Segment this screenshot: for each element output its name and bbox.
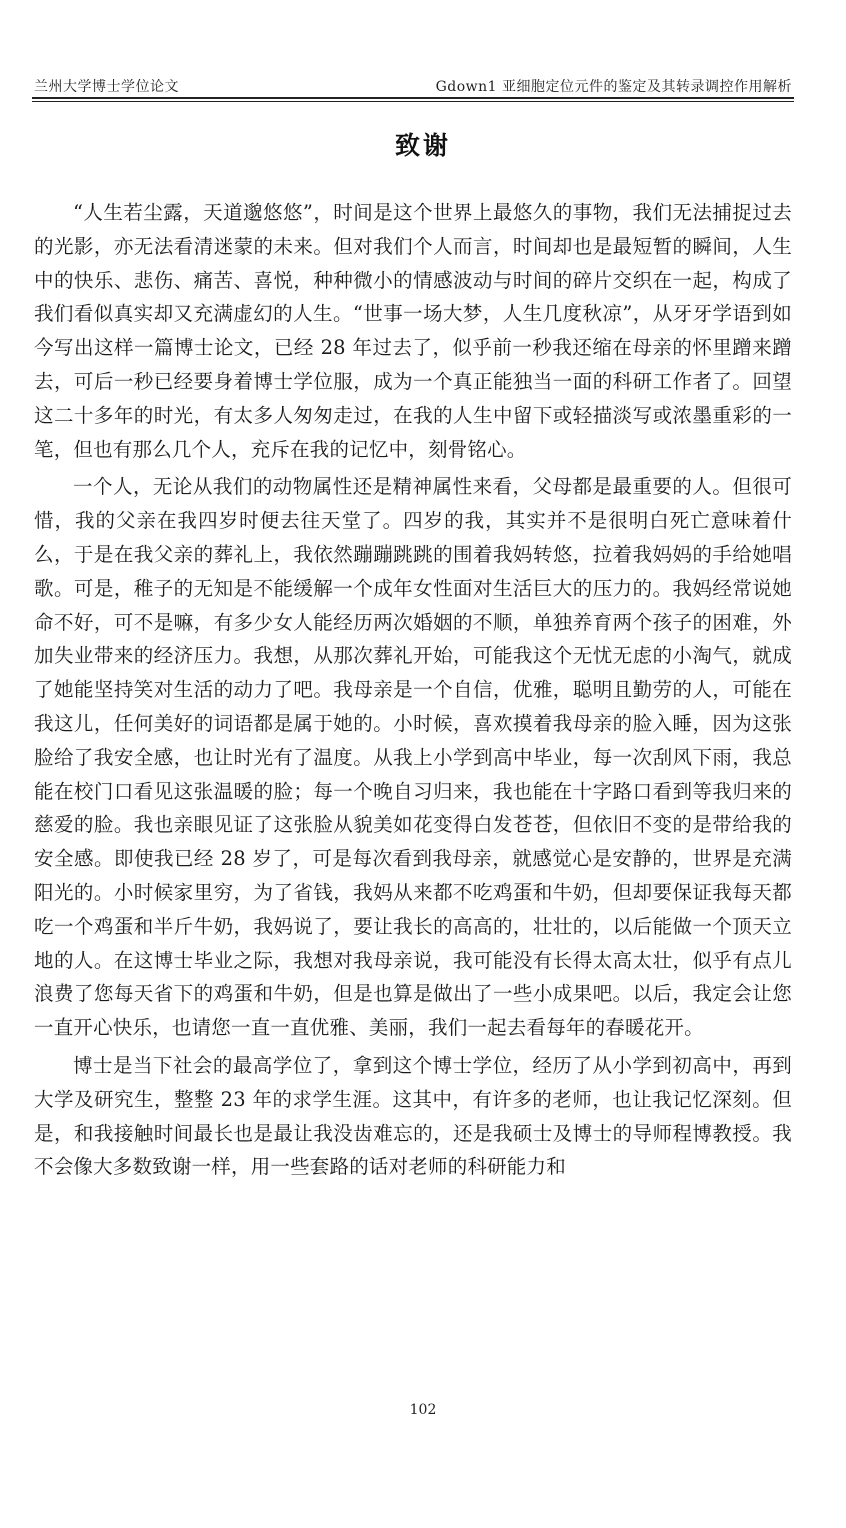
paragraph-1: “人生若尘露，天道邈悠悠”，时间是这个世界上最悠久的事物，我们无法捕捉过去的光影，亦无法看清迷蒙的未来。但对我们个人而言，时间却也是最短暂的瞬间，人生中的快乐、悲伤、痛苦、喜悦，种种微小的情感波动与时间的碎片交织在一起，构成了我们看似真实却又充满虚幻的人生。“世事一场大梦，人生几度秋凉”，从牙牙学语到如今写出这样一篇博士论文，已经 28 年过去了，似乎前一秒我还缩在母亲的怀里蹭来蹭去，可后一秒已经要身着博士学位服，成为一个真正能独当一面的科研工作者了。回望这二十多年的时光，有太多人匆匆走过，在我的人生中留下或轻描淡写或浓墨重彩的一笔，但也有那么几个人，充斥在我的记忆中，刻骨铭心。	[34, 201, 792, 461]
header-university-label: 兰州大学博士学位论文	[34, 79, 179, 95]
paragraph-2: 一个人，无论从我们的动物属性还是精神属性来看，父母都是最重要的人。但很可惜，我的父亲在我四岁时便去往天堂了。四岁的我，其实并不是很明白死亡意味着什么，于是在我父亲的葬礼上，我依然蹦蹦跳跳的围着我妈转悠，拉着我妈妈的手给她唱歌。可是，稚子的无知是不能缓解一个成年女性面对生活巨大的压力的。我妈经常说她命不好，可不是嘛，有多少女人能经历两次婚姻的不顺，单独养育两个孩子的困难，外加失业带来的经济压力。我想，从那次葬礼开始，可能我这个无忧无虑的小淘气，就成了她能坚持笑对生活的动力了吧。我母亲是一个自信，优雅，聪明且勤劳的人，可能在我这儿，任何美好的词语都是属于她的。小时候，喜欢摸着我母亲的脸入睡，因为这张脸给了我安全感，也让时光有了温度。从我上小学到高中毕业，每一次刮风下雨，我总能在校门口看见这张温暖的脸；每一个晚自习归来，我也能在十字路口看到等我归来的慈爱的脸。我也亲眼见证了这张脸从貌美如花变得白发苍苍，但依旧不变的是带给我的安全感。即使我已经 28 岁了，可是每次看到我母亲，就感觉心是安静的，世界是充满阳光的。小时候家里穷，为了省钱，我妈从来都不吃鸡蛋和牛奶，但却要保证我每天都吃一个鸡蛋和半斤牛奶，我妈说了，要让我长的高高的，壮壮的，以后能做一个顶天立地的人。在这博士毕业之际，我想对我母亲说，我可能没有长得太高太壮，似乎有点儿浪费了您每天省下的鸡蛋和牛奶，但是也算是做出了一些小成果吧。以后，我定会让您一直开心快乐，也请您一直一直优雅、美丽，我们一起去看每年的春暖花开。	[34, 475, 792, 1040]
header-rule	[32, 97, 794, 102]
paragraph-3: 博士是当下社会的最高学位了，拿到这个博士学位，经历了从小学到初高中，再到大学及研究生，整整 23 年的求学生涯。这其中，有许多的老师，也让我记忆深刻。但是，和我接触时间最长也是最让我没齿难忘的，还是我硕士及博士的导师程博教授。我不会像大多数致谢一样，用一些套路的话对老师的科研能力和	[34, 1053, 792, 1179]
body-text	[34, 196, 792, 1184]
header-thesis-title: Gdown1 亚细胞定位元件的鉴定及其转录调控作用解析	[435, 79, 792, 95]
page-number: 102	[409, 1402, 437, 1418]
page-title: 致谢	[394, 131, 451, 160]
running-header	[34, 72, 792, 96]
